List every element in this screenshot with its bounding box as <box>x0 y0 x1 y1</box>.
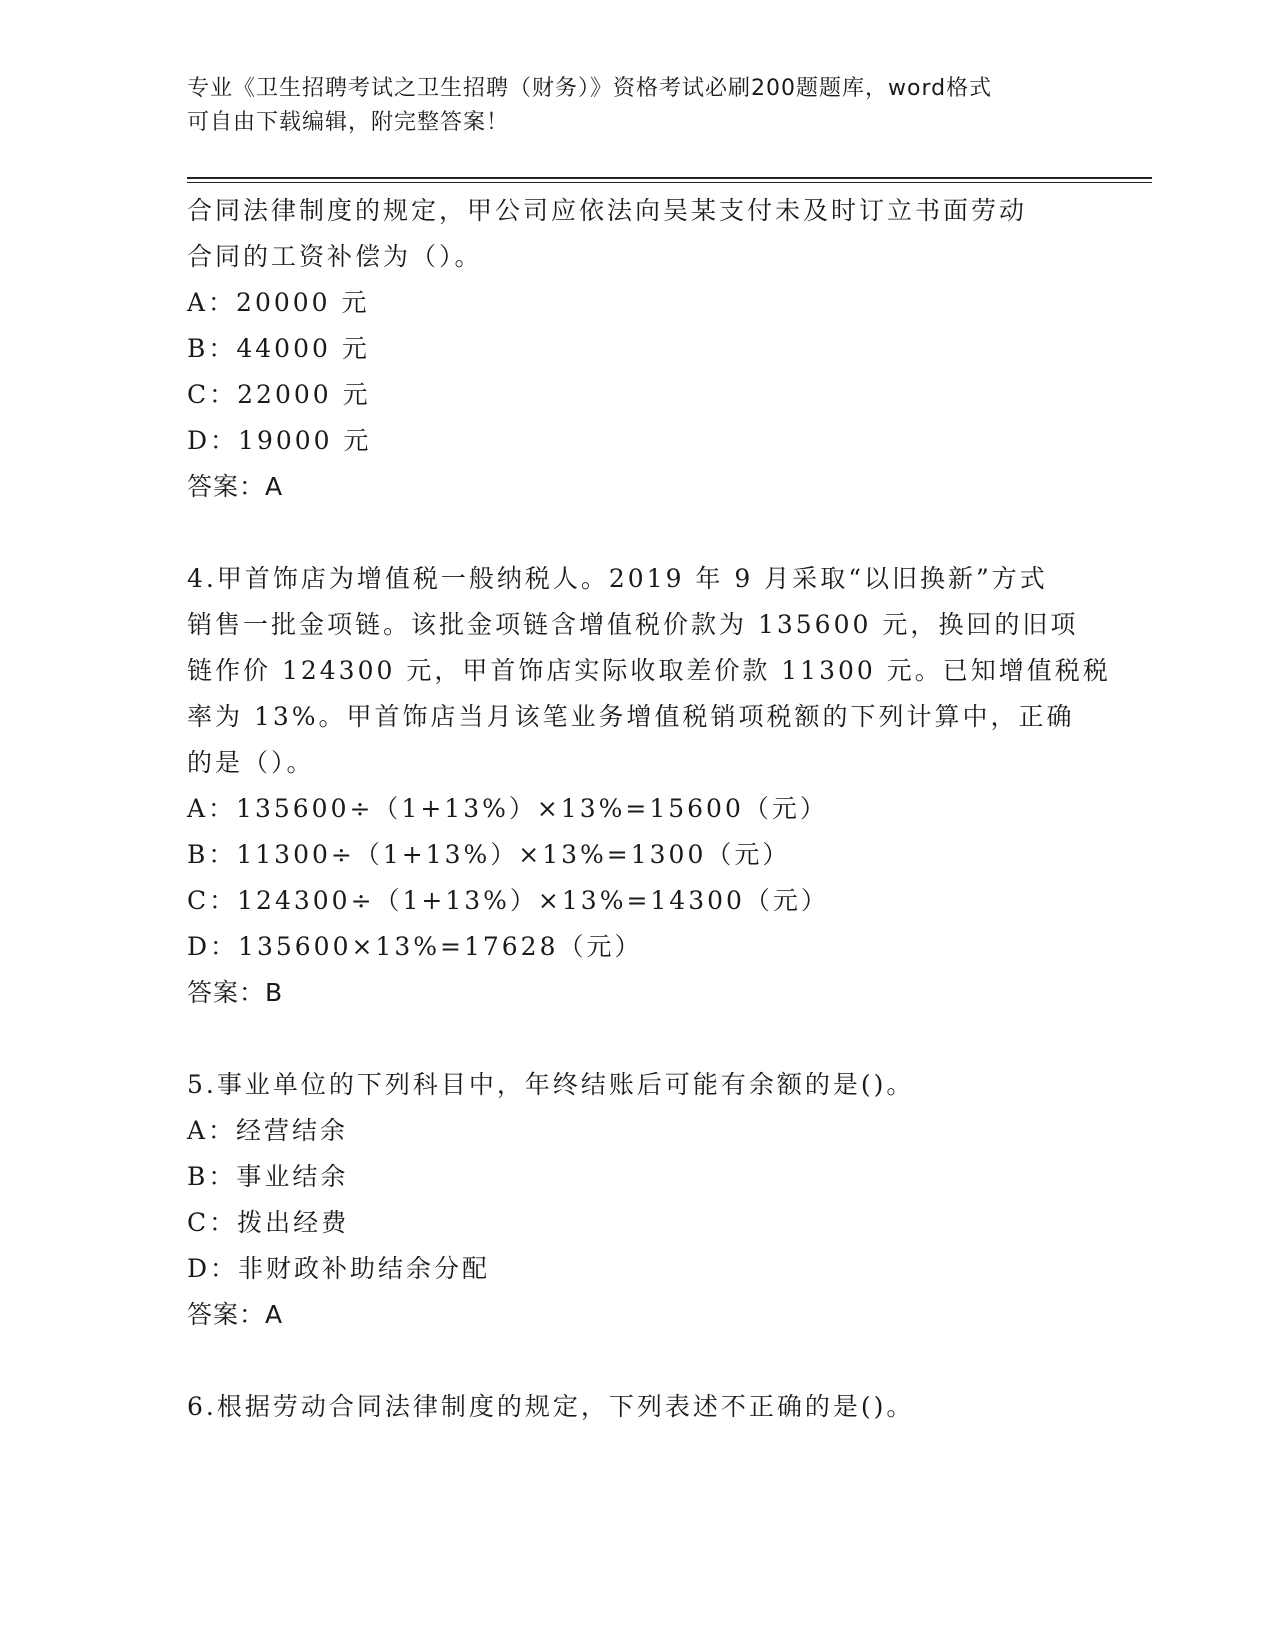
answer-label: 答案：B <box>187 978 284 1007</box>
question-text: 6.根据劳动合同法律制度的规定，下列表述不正确的是()。 <box>187 1392 915 1421</box>
answer-label: 答案：A <box>187 472 284 501</box>
option-b: B：11300÷（1+13%）×13%=1300（元） <box>187 840 791 869</box>
spacer <box>187 1338 1087 1384</box>
option-d: D：19000 元 <box>187 426 372 455</box>
question-text: 销售一批金项链。该批金项链含增值税价款为 135600 元，换回的旧项 <box>187 610 1079 639</box>
option-d: D：非财政补助结余分配 <box>187 1254 491 1283</box>
option-c: C：124300÷（1+13%）×13%=14300（元） <box>187 886 829 915</box>
spacer <box>187 510 1087 556</box>
question-3 <box>187 188 1087 510</box>
question-text: 链作价 124300 元，甲首饰店实际收取差价款 11300 元。已知增值税税 <box>187 656 1111 685</box>
option-a: A：20000 元 <box>187 288 370 317</box>
option-d: D：135600×13%=17628（元） <box>187 932 643 961</box>
question-text: 的是（）。 <box>187 748 315 777</box>
question-5 <box>187 1062 1087 1338</box>
spacer <box>187 1016 1087 1062</box>
document-body <box>187 188 1111 1430</box>
question-text: 合同法律制度的规定，甲公司应依法向吴某支付未及时订立书面劳动 <box>187 196 1028 225</box>
document-header <box>187 72 1067 140</box>
header-line-2: 可自由下载编辑，附完整答案！ <box>187 110 510 135</box>
header-rule-thick <box>187 177 1152 179</box>
option-c: C：22000 元 <box>187 380 371 409</box>
question-6 <box>187 1384 1087 1430</box>
answer-label: 答案：A <box>187 1300 284 1329</box>
question-text: 率为 13%。甲首饰店当月该笔业务增值税销项税额的下列计算中，正确 <box>187 702 1075 731</box>
option-c: C：拨出经费 <box>187 1208 350 1237</box>
question-text: 合同的工资补偿为（）。 <box>187 242 483 271</box>
option-a: A：135600÷（1+13%）×13%=15600（元） <box>187 794 828 823</box>
header-rule-thin <box>187 182 1152 183</box>
option-b: B：事业结余 <box>187 1162 349 1191</box>
question-text: 5.事业单位的下列科目中，年终结账后可能有余额的是()。 <box>187 1070 915 1099</box>
option-b: B：44000 元 <box>187 334 370 363</box>
header-line-1: 专业《卫生招聘考试之卫生招聘（财务）》资格考试必刷200题题库，word格式 <box>187 76 993 101</box>
question-4 <box>187 556 1111 1016</box>
option-a: A：经营结余 <box>187 1116 349 1145</box>
question-text: 4.甲首饰店为增值税一般纳税人。2019 年 9 月采取“以旧换新”方式 <box>187 564 1048 593</box>
